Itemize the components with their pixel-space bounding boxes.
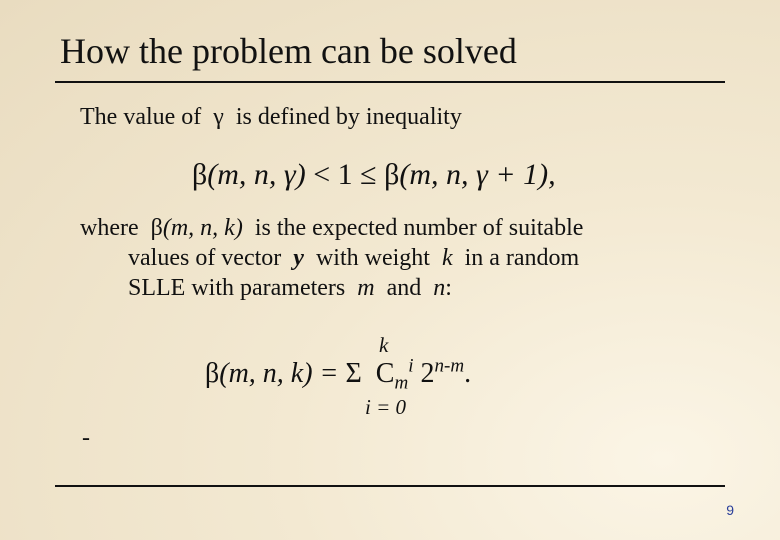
intro-text-after: is defined by inequality [235, 104, 462, 130]
power-base: 2 [420, 358, 435, 389]
text-segment: and [386, 275, 422, 301]
colon: : [445, 275, 452, 301]
beta-symbol: β [205, 358, 220, 389]
combination-subscript: m [394, 372, 409, 394]
inequality-left-args: (m, n, γ) [207, 158, 306, 191]
inequality-right-args: (m, n, γ + 1), [399, 158, 556, 191]
text-segment: SLLE with parameters [128, 275, 346, 301]
sigma-symbol: Σ [345, 358, 362, 389]
beta-symbol: β [384, 158, 400, 191]
beta-args: (m, n, k) [162, 215, 243, 241]
param-m: m [357, 275, 375, 301]
where-continuation-1 [128, 245, 579, 272]
intro-sentence [80, 104, 462, 131]
sum-formula [205, 355, 472, 394]
stray-dash: - [82, 425, 90, 451]
inequality-formula [192, 158, 556, 192]
power-exponent: n-m [434, 355, 465, 377]
param-n: n [433, 275, 446, 301]
text-segment: in a random [464, 245, 580, 271]
inequality-middle: < 1 ≤ [313, 158, 377, 191]
beta-symbol: β [192, 158, 208, 191]
weight-k: k [441, 245, 453, 271]
vector-y: y [293, 245, 304, 271]
where-word: where [80, 215, 139, 241]
formula-lhs-args: (m, n, k) = [219, 358, 339, 389]
where-rest: is the expected number of suitable [254, 215, 584, 241]
where-line [80, 215, 583, 242]
combination-superscript: i [408, 355, 414, 377]
where-continuation-2 [128, 275, 452, 302]
text-segment: values of vector [128, 245, 282, 271]
footer-divider [55, 485, 725, 487]
intro-text-before: The value of [80, 104, 202, 130]
sum-upper-limit: k [379, 333, 389, 357]
gamma-symbol: γ [213, 104, 224, 130]
sum-lower-limit: i = 0 [365, 395, 407, 419]
text-segment: with weight [315, 245, 430, 271]
slide-title: How the problem can be solved [60, 31, 517, 71]
title-divider [55, 81, 725, 83]
combination-c: C [375, 358, 395, 389]
beta-symbol: β [150, 215, 163, 241]
page-number: 9 [726, 502, 734, 518]
formula-end: . [464, 358, 472, 389]
